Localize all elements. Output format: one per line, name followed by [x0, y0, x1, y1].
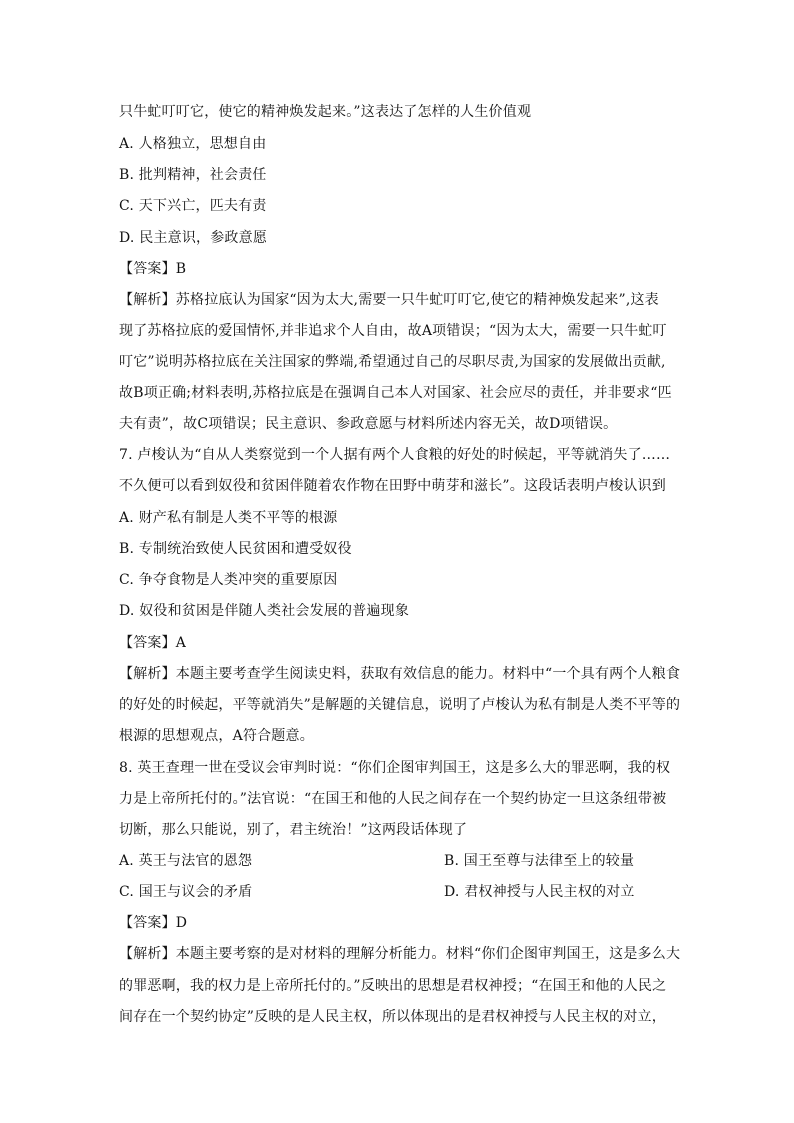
q6-option-c: C. 天下兴亡，匹夫有责 [119, 198, 267, 214]
q7-option-b: B. 专制统治致使人民贫困和遭受奴役 [119, 541, 352, 557]
q7-option-a: A. 财产私有制是人类不平等的根源 [119, 510, 338, 526]
q6-analysis-line: 叮它”说明苏格拉底在关注国家的弊端,希望通过自己的尽职尽责,为国家的发展做出贡献, [119, 354, 666, 370]
q8-analysis-line: 间存在一个契约协定”反映的是人民主权，所以体现出的是君权神授与人民主权的对立， [119, 1009, 666, 1025]
q7-stem-line: 7. 卢梭认为“自从人类察觉到一个人据有两个人食粮的好处的时候起，平等就消失了…… [119, 447, 671, 463]
q7-option-d: D. 奴役和贫困是伴随人类社会发展的普遍现象 [119, 603, 410, 619]
q8-stem-line: 力是上帝所托付的。”法官说：“在国王和他的人民之间存在一个契约协定一旦这条纽带被 [119, 791, 667, 807]
q8-stem-line: 8. 英王查理一世在受议会审判时说：“你们企图审判国王，这是多么大的罪恶啊，我的权 [119, 760, 671, 776]
q6-analysis-line: 【解析】苏格拉底认为国家“因为太大,需要一只牛虻叮叮它,使它的精神焕发起来”,这表 [119, 292, 659, 308]
q6-analysis-line: 现了苏格拉底的爱国情怀,并非追求个人自由，故A项错误；“因为太大，需要一只牛虻叮 [119, 323, 667, 339]
q8-analysis-line: 【解析】本题主要考察的是对材料的理解分析能力。材料“你们企图审判国王，这是多么大 [119, 946, 681, 962]
q8-option-d: D. 君权神授与人民主权的对立 [444, 884, 635, 900]
q8-option-b: B. 国王至尊与法律至上的较量 [444, 853, 635, 869]
q6-analysis-line: 夫有责”，故C项错误；民主意识、参政意愿与材料所述内容无关，故D项错误。 [119, 416, 618, 432]
q8-answer: 【答案】D [119, 915, 188, 931]
q7-analysis-line: 【解析】本题主要考查学生阅读史料，获取有效信息的能力。材料中“一个具有两个人粮食 [119, 666, 681, 682]
q7-analysis-line: 的好处的时候起，平等就消失”是解题的关键信息，说明了卢梭认为私有制是人类不平等的 [119, 697, 681, 713]
q8-option-a: A. 英王与法官的恩怨 [119, 853, 253, 869]
q6-option-b: B. 批判精神，社会责任 [119, 167, 267, 183]
q8-option-c: C. 国王与议会的矛盾 [119, 884, 253, 900]
q6-option-a: A. 人格独立，思想自由 [119, 136, 267, 152]
q8-analysis-line: 的罪恶啊，我的权力是上帝所托付的。”反映出的思想是君权神授；“在国王和他的人民之 [119, 978, 667, 994]
q7-answer: 【答案】A [119, 635, 187, 651]
q8-stem-line: 切断，那么只能说，别了，君主统治！”这两段话体现了 [119, 822, 468, 838]
q7-analysis-line: 根源的思想观点，A符合题意。 [119, 728, 314, 744]
q7-stem-line: 不久便可以看到奴役和贫困伴随着农作物在田野中萌芽和滋长”。这段话表明卢梭认识到 [119, 478, 666, 494]
q6-option-d: D. 民主意识，参政意愿 [119, 230, 268, 246]
q6-stem-tail: 只牛虻叮叮它，使它的精神焕发起来。”这表达了怎样的人生价值观 [119, 104, 532, 120]
q6-analysis-line: 故B项正确;材料表明,苏格拉底是在强调自己本人对国家、社会应尽的责任，并非要求“匹 [119, 385, 672, 401]
q7-option-c: C. 争夺食物是人类冲突的重要原因 [119, 572, 338, 588]
q6-answer: 【答案】B [119, 261, 187, 277]
